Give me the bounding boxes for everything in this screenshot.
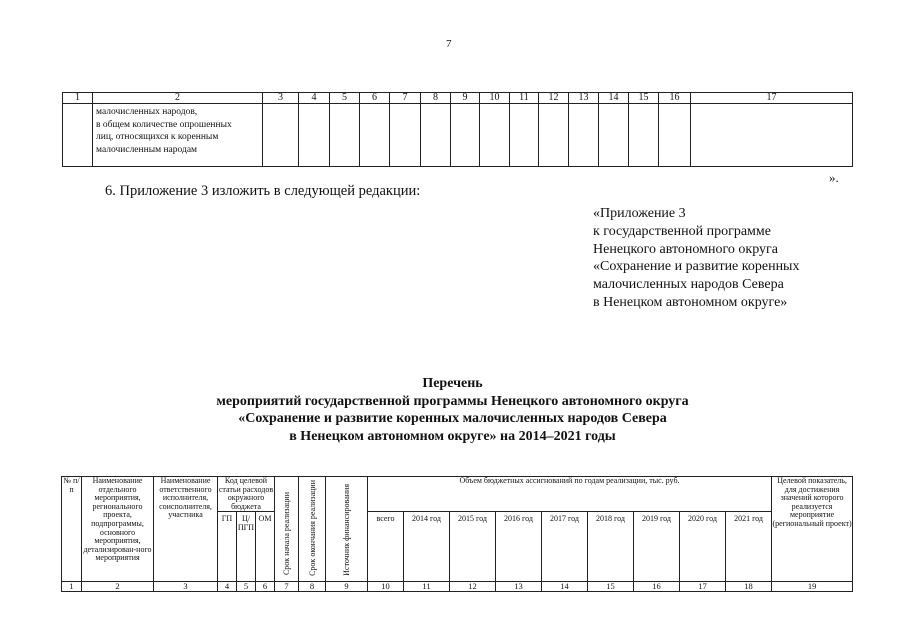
col-header: 1 <box>63 93 93 104</box>
continuation-table <box>62 92 853 167</box>
col-header: 5 <box>330 93 360 104</box>
header-budget-volume: Объем бюджетных ассигнований по годам реализации, тыс. руб. <box>368 477 772 512</box>
table-cell <box>421 104 451 167</box>
col-header: 9 <box>451 93 480 104</box>
col-header: 17 <box>691 93 853 104</box>
column-number: 8 <box>299 582 326 592</box>
column-number: 6 <box>256 582 275 592</box>
title-line: Перечень <box>422 376 483 391</box>
appendix-heading <box>593 205 799 312</box>
header-gp: ГП <box>218 512 237 582</box>
table-cell <box>510 104 539 167</box>
column-number: 3 <box>154 582 218 592</box>
column-number: 9 <box>326 582 368 592</box>
continuation-header-row <box>63 93 853 104</box>
header-row-1 <box>62 477 853 512</box>
col-header: 16 <box>659 93 691 104</box>
header-end-date: Срок окончания реализации <box>299 477 326 582</box>
document-title <box>100 375 805 445</box>
table-cell <box>390 104 421 167</box>
table-cell <box>569 104 599 167</box>
column-number: 18 <box>726 582 772 592</box>
column-number: 19 <box>772 582 853 592</box>
column-number: 4 <box>218 582 237 592</box>
header-year: 2014 год <box>404 512 450 582</box>
appendix-line: малочисленных народов Севера <box>593 277 784 293</box>
title-line: мероприятий государственной программы Ненецкого автономного округа <box>216 393 689 409</box>
header-target-indicator: Целевой показатель, для достижения значений которого реализуется мероприятие (региональный проект) <box>772 477 853 582</box>
header-year: 2017 год <box>542 512 588 582</box>
col-header: 2 <box>93 93 263 104</box>
table-cell <box>599 104 629 167</box>
header-year: 2018 год <box>588 512 634 582</box>
table-cell <box>360 104 390 167</box>
column-number: 11 <box>404 582 450 592</box>
header-year: 2021 год <box>726 512 772 582</box>
header-start-date: Срок начала реализации <box>275 477 299 582</box>
column-number: 1 <box>62 582 82 592</box>
col-header: 8 <box>421 93 451 104</box>
table-cell <box>480 104 510 167</box>
column-number-row <box>62 582 853 592</box>
header-executor: Наименование ответственного исполнителя, соисполнителя, участника <box>154 477 218 582</box>
header-activity-name: Наименование отдельного мероприятия, регионального проекта, подпрограммы, основного мероприятия, детализирован-ного мероприятия <box>82 477 154 582</box>
text-line: малочисленных народов, <box>96 107 198 117</box>
col-header: 3 <box>263 93 299 104</box>
text-line: малочисленным народам <box>96 144 198 155</box>
column-number: 15 <box>588 582 634 592</box>
column-number: 13 <box>496 582 542 592</box>
activities-table <box>61 476 853 592</box>
table-cell <box>691 104 853 167</box>
title-line: в Ненецком автономном округе» на 2014–2021 годы <box>289 428 616 444</box>
header-total: всего <box>368 512 404 582</box>
header-budget-code: Код целевой статьи расходов окружного бюджета <box>218 476 274 511</box>
header-cpp: Ц/ПГП <box>237 512 256 582</box>
column-number: 2 <box>82 582 154 592</box>
col-header: 13 <box>569 93 599 104</box>
table-cell <box>539 104 569 167</box>
column-number: 10 <box>368 582 404 592</box>
column-number: 5 <box>237 582 256 592</box>
title-line: «Сохранение и развитие коренных малочисленных народов Севера <box>238 411 667 426</box>
header-num: № п/п <box>62 477 82 582</box>
col-header: 14 <box>599 93 629 104</box>
col-header: 11 <box>510 93 539 104</box>
table-cell <box>263 104 299 167</box>
header-year: 2020 год <box>680 512 726 582</box>
closing-quote: ». <box>829 170 839 185</box>
col-header: 6 <box>360 93 390 104</box>
indicator-name-cell <box>93 104 263 167</box>
col-header: 12 <box>539 93 569 104</box>
text-line: в общем количестве опрошенных <box>96 119 232 130</box>
page-number: 7 <box>446 38 452 50</box>
column-number: 16 <box>634 582 680 592</box>
col-header: 7 <box>390 93 421 104</box>
appendix-line: в Ненецком автономном округе» <box>593 294 788 310</box>
table-cell <box>629 104 659 167</box>
column-number: 14 <box>542 582 588 592</box>
appendix-line: «Сохранение и развитие коренных <box>593 259 800 275</box>
header-year: 2016 год <box>496 512 542 582</box>
table-cell <box>330 104 360 167</box>
header-year: 2015 год <box>450 512 496 582</box>
continuation-row <box>63 104 853 167</box>
appendix-line: Ненецкого автономного округа <box>593 241 778 257</box>
table-cell <box>451 104 480 167</box>
col-header: 15 <box>629 93 659 104</box>
column-number: 17 <box>680 582 726 592</box>
text-line: лиц, относящихся к коренным <box>96 132 219 142</box>
column-number: 12 <box>450 582 496 592</box>
header-funding-source: Источник финансирования <box>326 477 368 582</box>
col-header: 10 <box>480 93 510 104</box>
header-om: ОМ <box>256 512 275 582</box>
table-cell <box>63 104 93 167</box>
table-cell <box>659 104 691 167</box>
table-cell <box>299 104 330 167</box>
appendix-line: к государственной программе <box>593 223 771 239</box>
instruction-text: 6. Приложение 3 изложить в следующей редакции: <box>105 183 421 199</box>
header-year: 2019 год <box>634 512 680 582</box>
col-header: 4 <box>299 93 330 104</box>
column-number: 7 <box>275 582 299 592</box>
appendix-line: «Приложение 3 <box>593 206 686 221</box>
